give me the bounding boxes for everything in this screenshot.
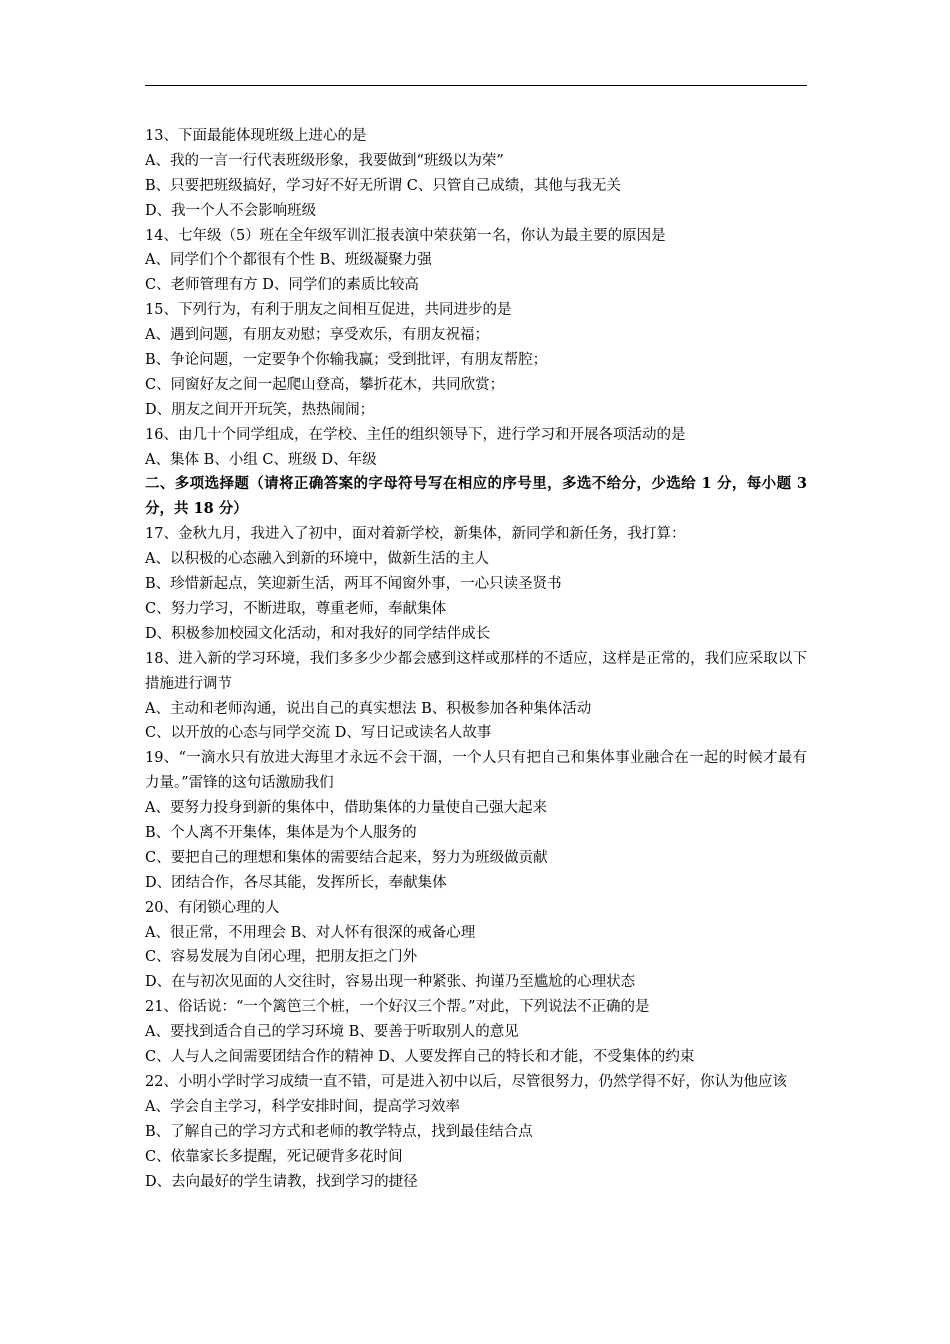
text-line: A、集体 B、小组 C、班级 D、年级 [145, 451, 377, 468]
text-line: C、要把自己的理想和集体的需要结合起来，努力为班级做贡献 [145, 849, 548, 866]
text-line: 20、有闭锁心理的人 [145, 899, 280, 916]
text-line: A、要找到适合自己的学习环境 B、要善于听取别人的意见 [145, 1024, 519, 1041]
text-line: C、依靠家长多提醒，死记硬背多花时间 [145, 1148, 403, 1165]
text-line: A、很正常，不用理会 B、对人怀有很深的戒备心理 [145, 924, 476, 941]
text-line: B、了解自己的学习方式和老师的教学特点，找到最佳结合点 [145, 1123, 533, 1140]
text-line: C、同窗好友之间一起爬山登高，攀折花木，共同欣赏； [145, 376, 505, 393]
text-line: C、人与人之间需要团结合作的精神 D、人要发挥自己的特长和才能，不受集体的约束 [145, 1049, 695, 1066]
text-line: 18、进入新的学习环境，我们多多少少都会感到这样或那样的不适应，这样是正常的，我们应采取以下措施进行调节 [145, 650, 807, 692]
text-line: A、我的一言一行代表班级形象，我要做到“班级以为荣” [145, 152, 504, 169]
text-line: B、个人离不开集体，集体是为个人服务的 [145, 825, 417, 842]
text-line: 22、小明小学时学习成绩一直不错，可是进入初中以后，尽管很努力，仍然学得不好，你认为他应该 [145, 1073, 787, 1090]
text-line: D、去向最好的学生请教，找到学习的捷径 [145, 1173, 418, 1190]
text-line: 19、“一滴水只有放进大海里才永远不会干涸，一个人只有把自己和集体事业融合在一起的时候才最有力量。”雷锋的这句话激励我们 [145, 750, 807, 792]
text-line: C、以开放的心态与同学交流 D、写日记或读名人故事 [145, 725, 492, 742]
text-line: C、容易发展为自闭心理，把朋友拒之门外 [145, 949, 418, 966]
text-line: D、我一个人不会影响班级 [145, 202, 317, 219]
text-line: B、珍惜新起点，笑迎新生活，两耳不闻窗外事，一心只读圣贤书 [145, 576, 562, 593]
text-line: C、努力学习，不断进取，尊重老师，奉献集体 [145, 600, 447, 617]
text-line: A、主动和老师沟通，说出自己的真实想法 B、积极参加各种集体活动 [145, 700, 592, 717]
text-line: D、在与初次见面的人交往时，容易出现一种紧张、拘谨乃至尴尬的心理状态 [145, 974, 636, 991]
text-line: A、要努力投身到新的集体中，借助集体的力量使自己强大起来 [145, 800, 547, 817]
text-line: D、团结合作，各尽其能，发挥所长，奉献集体 [145, 874, 447, 891]
text-line: 17、金秋九月，我进入了初中，面对着新学校，新集体，新同学和新任务，我打算： [145, 526, 686, 543]
header-rule [145, 85, 807, 86]
text-line: 14、七年级（5）班在全年级军训汇报表演中荣获第一名，你认为最主要的原因是 [145, 227, 666, 244]
text-line: 21、俗话说：“一个篱笆三个桩，一个好汉三个帮。”对此，下列说法不正确的是 [145, 999, 650, 1016]
text-line: 15、下列行为，有利于朋友之间相互促进，共同进步的是 [145, 302, 512, 319]
text-line: A、同学们个个都很有个性 B、班级凝聚力强 [145, 252, 432, 269]
text-line: A、学会自主学习，科学安排时间，提高学习效率 [145, 1098, 460, 1115]
document-body [145, 124, 807, 1194]
text-line: 16、由几十个同学组成，在学校、主任的组织领导下，进行学习和开展各项活动的是 [145, 426, 686, 443]
text-line: B、争论问题，一定要争个你输我赢；受到批评，有朋友帮腔； [145, 352, 548, 369]
text-line: D、朋友之间开开玩笑，热热闹闹； [145, 401, 375, 418]
text-line: C、老师管理有方 D、同学们的素质比较高 [145, 277, 419, 294]
text-line: A、以积极的心态融入到新的环境中，做新生活的主人 [145, 551, 489, 568]
text-line: D、积极参加校园文化活动，和对我好的同学结伴成长 [145, 625, 491, 642]
text-line: 13、下面最能体现班级上进心的是 [145, 128, 367, 144]
text-line: B、只要把班级搞好，学习好不好无所谓 C、只管自己成绩，其他与我无关 [145, 177, 621, 194]
text-line: A、遇到问题，有朋友劝慰；享受欢乐，有朋友祝福； [145, 327, 489, 344]
text-line: 二、多项选择题（请将正确答案的字母符号写在相应的序号里，多选不给分，少选给 1 分，每小题 3 分，共 18 分） [145, 475, 807, 518]
